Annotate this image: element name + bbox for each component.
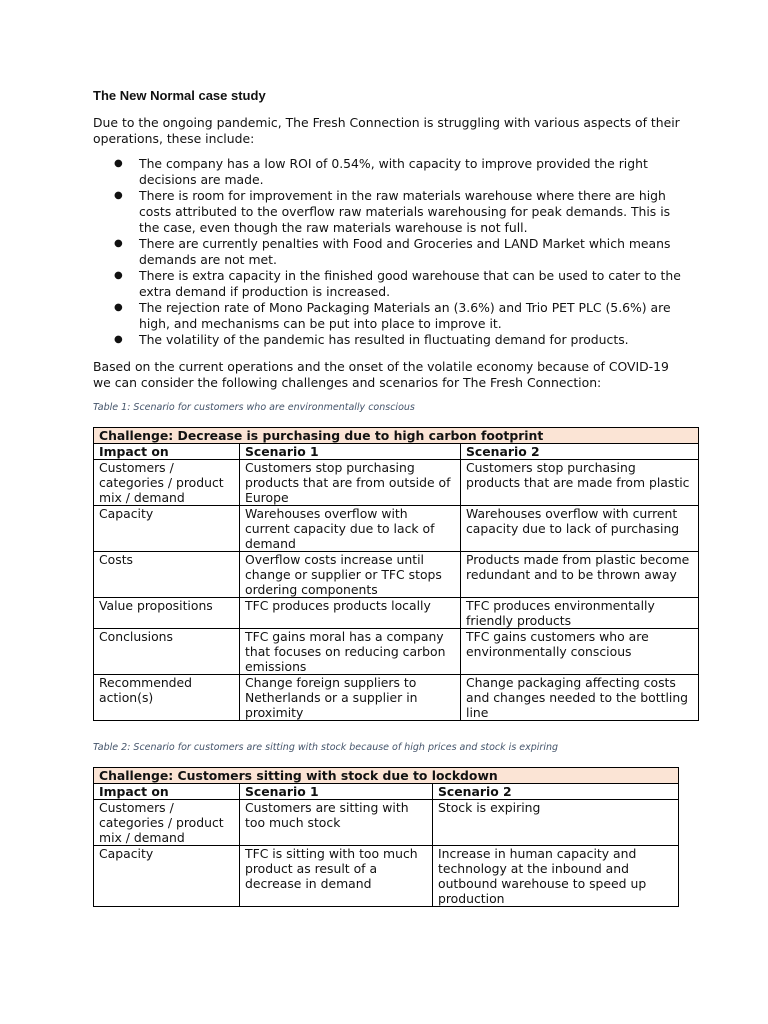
issues-bullet-list [93, 156, 683, 348]
document-title: The New Normal case study [93, 88, 266, 103]
table-cell: Customers / categories / product mix / demand [94, 800, 240, 846]
table1-header-row [94, 444, 699, 460]
table2-scenarios [93, 767, 679, 907]
table1-header-cell: Impact on [94, 444, 240, 460]
table-cell: Recommended action(s) [94, 675, 240, 721]
table-row [94, 506, 699, 552]
bullet-icon: ● [114, 302, 123, 313]
bullet-icon: ● [114, 238, 123, 249]
table-row [94, 629, 699, 675]
table2-header-cell: Impact on [94, 784, 240, 800]
table-row [94, 800, 679, 846]
table-row [94, 552, 699, 598]
bullet-icon: ● [114, 158, 123, 169]
table-cell: Increase in human capacity and technology at the inbound and outbound warehouse to speed up production [433, 846, 679, 907]
table-row [94, 598, 699, 629]
table-cell: Products made from plastic become redundant and to be thrown away [461, 552, 699, 598]
table-cell: TFC produces products locally [240, 598, 461, 629]
transition-paragraph: Based on the current operations and the onset of the volatile economy because of COVID-19 we can consider the following challenges and scenarios for The Fresh Connection: [93, 359, 669, 390]
table1-header-cell: Scenario 2 [461, 444, 699, 460]
table-cell: TFC produces environmentally friendly products [461, 598, 699, 629]
table-cell: Customers / categories / product mix / demand [94, 460, 240, 506]
bullet-item: ● The company has a low ROI of 0.54%, with capacity to improve provided the right decisions are made. [114, 156, 648, 187]
table1-challenge: Challenge: Decrease is purchasing due to high carbon footprint [94, 428, 699, 444]
table-cell: Customers are sitting with too much stock [240, 800, 433, 846]
table-cell: Costs [94, 552, 240, 598]
bullet-item: ● The volatility of the pandemic has resulted in fluctuating demand for products. [114, 332, 629, 347]
table-cell: Capacity [94, 846, 240, 907]
table1-scenarios [93, 427, 699, 721]
table1-caption: Table 1: Scenario for customers who are environmentally conscious [93, 402, 415, 413]
table1-header-cell: Scenario 1 [240, 444, 461, 460]
table-row [94, 846, 679, 907]
table-cell: Value propositions [94, 598, 240, 629]
table-cell: Change packaging affecting costs and changes needed to the bottling line [461, 675, 699, 721]
table2-challenge: Challenge: Customers sitting with stock due to lockdown [94, 768, 679, 784]
table-cell: Conclusions [94, 629, 240, 675]
table2-header-row [94, 784, 679, 800]
table2-header-cell: Scenario 2 [433, 784, 679, 800]
table-cell: Customers stop purchasing products that are from outside of Europe [240, 460, 461, 506]
table-cell: Customers stop purchasing products that are made from plastic [461, 460, 699, 506]
table-cell: Overflow costs increase until change or supplier or TFC stops ordering components [240, 552, 461, 598]
intro-paragraph: Due to the ongoing pandemic, The Fresh Connection is struggling with various aspects of their operations, these include: [93, 115, 680, 146]
bullet-icon: ● [114, 190, 123, 201]
bullet-item: ● There is extra capacity in the finished good warehouse that can be used to cater to the extra demand if production is increased. [114, 268, 681, 299]
table-row [94, 460, 699, 506]
bullet-icon: ● [114, 270, 123, 281]
table-cell: Warehouses overflow with current capacity due to lack of demand [240, 506, 461, 552]
table-cell: TFC gains moral has a company that focuses on reducing carbon emissions [240, 629, 461, 675]
bullet-icon: ● [114, 334, 123, 345]
table-cell: Stock is expiring [433, 800, 679, 846]
bullet-item: ● There are currently penalties with Food and Groceries and LAND Market which means demands are not met. [114, 236, 671, 267]
bullet-item: ● The rejection rate of Mono Packaging Materials an (3.6%) and Trio PET PLC (5.6%) are high, and mechanisms can be put into place to improve it. [114, 300, 671, 331]
bullet-item: ● There is room for improvement in the raw materials warehouse where there are high costs attributed to the overflow raw materials warehousing for peak demands. This is the case, even though the raw materials warehouse is not full. [114, 188, 671, 235]
table1-challenge-row [94, 428, 699, 444]
table-cell: Capacity [94, 506, 240, 552]
table-cell: TFC is sitting with too much product as result of a decrease in demand [240, 846, 433, 907]
table2-header-cell: Scenario 1 [240, 784, 433, 800]
table-row [94, 675, 699, 721]
table-cell: TFC gains customers who are environmentally conscious [461, 629, 699, 675]
table-cell: Change foreign suppliers to Netherlands or a supplier in proximity [240, 675, 461, 721]
table-cell: Warehouses overflow with current capacity due to lack of purchasing [461, 506, 699, 552]
table2-caption: Table 2: Scenario for customers are sitting with stock because of high prices and stock is expiring [93, 742, 559, 753]
table2-challenge-row [94, 768, 679, 784]
